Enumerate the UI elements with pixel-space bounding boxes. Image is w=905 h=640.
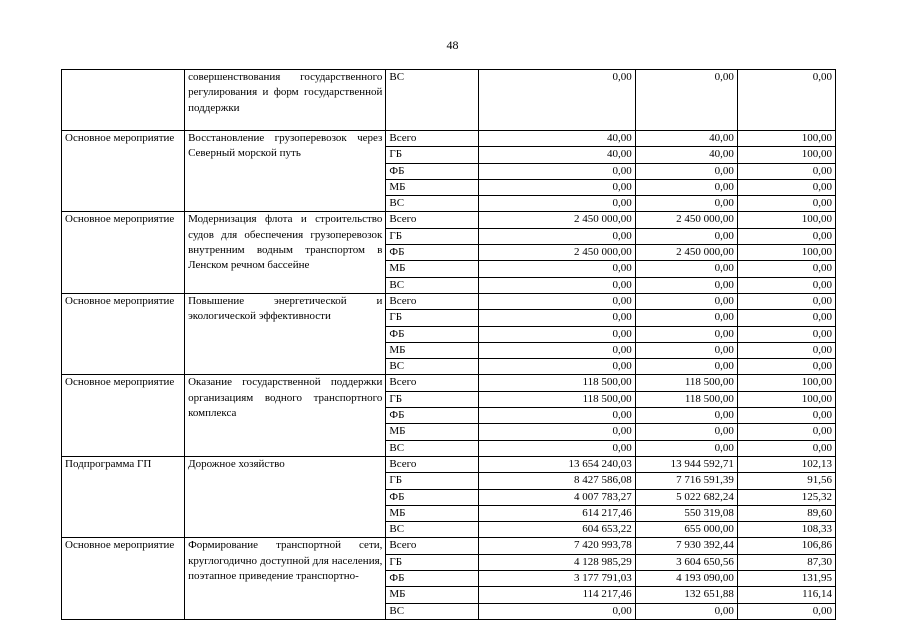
planned-amount-cell: 0,00 <box>479 408 635 424</box>
percent-cell: 106,86 <box>737 538 835 554</box>
planned-amount-cell: 0,00 <box>479 342 635 358</box>
actual-amount-cell: 550 319,08 <box>635 505 737 521</box>
percent-cell: 0,00 <box>737 179 835 195</box>
page-number: 48 <box>446 38 459 52</box>
actual-amount-cell: 40,00 <box>635 131 737 147</box>
actual-amount-cell: 118 500,00 <box>635 375 737 391</box>
activity-type-cell: Основное мероприятие <box>62 538 185 619</box>
planned-amount-cell: 2 450 000,00 <box>479 245 635 261</box>
planned-amount-cell: 13 654 240,03 <box>479 456 635 472</box>
table-row <box>62 538 836 554</box>
actual-amount-cell: 0,00 <box>635 359 737 375</box>
funding-source-cell: ВС <box>386 359 479 375</box>
funding-source-cell: Всего <box>386 538 479 554</box>
percent-cell: 100,00 <box>737 131 835 147</box>
percent-cell: 0,00 <box>737 603 835 619</box>
actual-amount-cell: 2 450 000,00 <box>635 245 737 261</box>
funding-source-cell: Всего <box>386 212 479 228</box>
funding-source-cell: МБ <box>386 424 479 440</box>
percent-cell: 0,00 <box>737 70 835 131</box>
actual-amount-cell: 0,00 <box>635 424 737 440</box>
actual-amount-cell: 0,00 <box>635 326 737 342</box>
actual-amount-cell: 7 716 591,39 <box>635 473 737 489</box>
activity-type-cell: Основное мероприятие <box>62 131 185 212</box>
funding-source-cell: ГБ <box>386 310 479 326</box>
activity-name-cell: Формирование транспортной сети, круглогодично доступной для населения, поэтапное приведение транспортно- <box>185 538 386 619</box>
planned-amount-cell: 4 128 985,29 <box>479 554 635 570</box>
funding-source-cell: МБ <box>386 505 479 521</box>
table-row <box>62 131 836 147</box>
funding-source-cell: МБ <box>386 179 479 195</box>
table-body <box>62 70 836 620</box>
planned-amount-cell: 0,00 <box>479 326 635 342</box>
planned-amount-cell: 0,00 <box>479 603 635 619</box>
percent-cell: 125,32 <box>737 489 835 505</box>
actual-amount-cell: 0,00 <box>635 310 737 326</box>
percent-cell: 100,00 <box>737 147 835 163</box>
percent-cell: 91,56 <box>737 473 835 489</box>
activity-type-cell: Основное мероприятие <box>62 293 185 374</box>
planned-amount-cell: 0,00 <box>479 424 635 440</box>
funding-source-cell: ФБ <box>386 245 479 261</box>
planned-amount-cell: 0,00 <box>479 179 635 195</box>
planned-amount-cell: 8 427 586,08 <box>479 473 635 489</box>
funding-source-cell: ВС <box>386 196 479 212</box>
funding-source-cell: МБ <box>386 261 479 277</box>
table-row <box>62 456 836 472</box>
percent-cell: 100,00 <box>737 212 835 228</box>
percent-cell: 0,00 <box>737 277 835 293</box>
funding-source-cell: МБ <box>386 342 479 358</box>
actual-amount-cell: 4 193 090,00 <box>635 571 737 587</box>
actual-amount-cell: 0,00 <box>635 179 737 195</box>
actual-amount-cell: 0,00 <box>635 440 737 456</box>
funding-source-cell: ВС <box>386 277 479 293</box>
activity-name-cell: Модернизация флота и строительство судов для обеспечения грузоперевозок внутренним водным транспортом в Ленском речном бассейне <box>185 212 386 293</box>
activity-type-cell: Основное мероприятие <box>62 212 185 293</box>
percent-cell: 102,13 <box>737 456 835 472</box>
financing-table <box>61 69 836 620</box>
activity-type-cell: Подпрограмма ГП <box>62 456 185 537</box>
percent-cell: 0,00 <box>737 261 835 277</box>
funding-source-cell: Всего <box>386 293 479 309</box>
actual-amount-cell: 0,00 <box>635 70 737 131</box>
planned-amount-cell: 114 217,46 <box>479 587 635 603</box>
planned-amount-cell: 4 007 783,27 <box>479 489 635 505</box>
actual-amount-cell: 7 930 392,44 <box>635 538 737 554</box>
planned-amount-cell: 0,00 <box>479 277 635 293</box>
percent-cell: 0,00 <box>737 310 835 326</box>
actual-amount-cell: 655 000,00 <box>635 522 737 538</box>
percent-cell: 100,00 <box>737 375 835 391</box>
planned-amount-cell: 118 500,00 <box>479 391 635 407</box>
percent-cell: 0,00 <box>737 342 835 358</box>
table-row <box>62 375 836 391</box>
planned-amount-cell: 604 653,22 <box>479 522 635 538</box>
planned-amount-cell: 614 217,46 <box>479 505 635 521</box>
activity-name-cell: Восстановление грузоперевозок через Северный морской путь <box>185 131 386 212</box>
funding-source-cell: Всего <box>386 456 479 472</box>
actual-amount-cell: 3 604 650,56 <box>635 554 737 570</box>
actual-amount-cell: 132 651,88 <box>635 587 737 603</box>
table-row <box>62 212 836 228</box>
percent-cell: 0,00 <box>737 293 835 309</box>
percent-cell: 0,00 <box>737 408 835 424</box>
activity-type-cell <box>62 70 185 131</box>
activity-name-cell: Дорожное хозяйство <box>185 456 386 537</box>
percent-cell: 0,00 <box>737 440 835 456</box>
planned-amount-cell: 0,00 <box>479 196 635 212</box>
percent-cell: 0,00 <box>737 424 835 440</box>
actual-amount-cell: 0,00 <box>635 293 737 309</box>
activity-name-cell: совершенствования государственного регулирования и форм государственной поддержки <box>185 70 386 131</box>
planned-amount-cell: 0,00 <box>479 70 635 131</box>
actual-amount-cell: 13 944 592,71 <box>635 456 737 472</box>
planned-amount-cell: 7 420 993,78 <box>479 538 635 554</box>
percent-cell: 0,00 <box>737 326 835 342</box>
percent-cell: 100,00 <box>737 245 835 261</box>
actual-amount-cell: 0,00 <box>635 228 737 244</box>
actual-amount-cell: 2 450 000,00 <box>635 212 737 228</box>
planned-amount-cell: 0,00 <box>479 359 635 375</box>
actual-amount-cell: 0,00 <box>635 261 737 277</box>
funding-source-cell: ВС <box>386 522 479 538</box>
percent-cell: 100,00 <box>737 391 835 407</box>
funding-source-cell: ГБ <box>386 228 479 244</box>
planned-amount-cell: 40,00 <box>479 147 635 163</box>
actual-amount-cell: 0,00 <box>635 342 737 358</box>
planned-amount-cell: 3 177 791,03 <box>479 571 635 587</box>
percent-cell: 0,00 <box>737 196 835 212</box>
planned-amount-cell: 0,00 <box>479 163 635 179</box>
funding-source-cell: ГБ <box>386 473 479 489</box>
activity-name-cell: Повышение энергетической и экологической эффективности <box>185 293 386 374</box>
funding-source-cell: ФБ <box>386 489 479 505</box>
percent-cell: 87,30 <box>737 554 835 570</box>
funding-source-cell: ВС <box>386 603 479 619</box>
planned-amount-cell: 0,00 <box>479 440 635 456</box>
table-row <box>62 293 836 309</box>
actual-amount-cell: 0,00 <box>635 408 737 424</box>
table-row <box>62 70 836 131</box>
percent-cell: 108,33 <box>737 522 835 538</box>
planned-amount-cell: 0,00 <box>479 310 635 326</box>
percent-cell: 116,14 <box>737 587 835 603</box>
funding-source-cell: ГБ <box>386 554 479 570</box>
funding-source-cell: ФБ <box>386 163 479 179</box>
activity-type-cell: Основное мероприятие <box>62 375 185 456</box>
actual-amount-cell: 0,00 <box>635 163 737 179</box>
planned-amount-cell: 2 450 000,00 <box>479 212 635 228</box>
funding-source-cell: ФБ <box>386 571 479 587</box>
activity-name-cell: Оказание государственной поддержки организациям водного транспортного комплекса <box>185 375 386 456</box>
planned-amount-cell: 0,00 <box>479 261 635 277</box>
planned-amount-cell: 0,00 <box>479 228 635 244</box>
percent-cell: 0,00 <box>737 228 835 244</box>
funding-source-cell: ФБ <box>386 326 479 342</box>
actual-amount-cell: 0,00 <box>635 196 737 212</box>
percent-cell: 0,00 <box>737 359 835 375</box>
funding-source-cell: ГБ <box>386 391 479 407</box>
percent-cell: 131,95 <box>737 571 835 587</box>
funding-source-cell: Всего <box>386 131 479 147</box>
funding-source-cell: ФБ <box>386 408 479 424</box>
funding-source-cell: ВС <box>386 440 479 456</box>
planned-amount-cell: 118 500,00 <box>479 375 635 391</box>
funding-source-cell: ГБ <box>386 147 479 163</box>
actual-amount-cell: 0,00 <box>635 277 737 293</box>
actual-amount-cell: 0,00 <box>635 603 737 619</box>
actual-amount-cell: 5 022 682,24 <box>635 489 737 505</box>
percent-cell: 0,00 <box>737 163 835 179</box>
funding-source-cell: ВС <box>386 70 479 131</box>
funding-source-cell: Всего <box>386 375 479 391</box>
percent-cell: 89,60 <box>737 505 835 521</box>
planned-amount-cell: 40,00 <box>479 131 635 147</box>
actual-amount-cell: 40,00 <box>635 147 737 163</box>
actual-amount-cell: 118 500,00 <box>635 391 737 407</box>
funding-source-cell: МБ <box>386 587 479 603</box>
planned-amount-cell: 0,00 <box>479 293 635 309</box>
